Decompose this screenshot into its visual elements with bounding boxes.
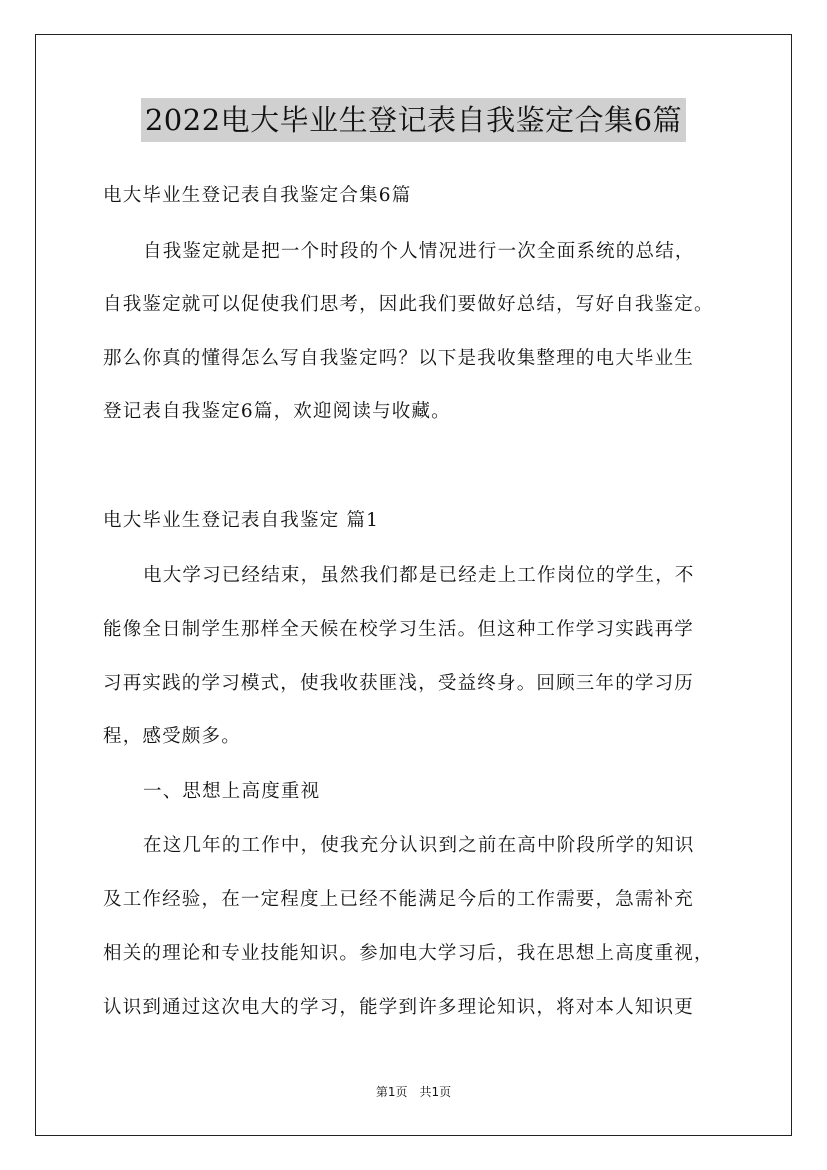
paragraph-line: 在这几年的工作中，使我充分认识到之前在高中阶段所学的知识 [143, 835, 695, 856]
paragraph-line: 电大学习已经结束，虽然我们都是已经走上工作岗位的学生，不 [143, 565, 695, 586]
intro-line: 那么你真的懂得怎么写自我鉴定吗？以下是我收集整理的电大毕业生 [103, 348, 695, 369]
document-title: 2022电大毕业生登记表自我鉴定合集6篇 [141, 98, 686, 142]
title-area [0, 98, 827, 142]
page-number: 第1页 [375, 1085, 408, 1099]
page-total: 共1页 [419, 1085, 452, 1099]
paragraph-line: 习再实践的学习模式，使我收获匪浅，受益终身。回顾三年的学习历 [103, 673, 695, 694]
intro-line: 登记表自我鉴定6篇，欢迎阅读与收藏。 [103, 401, 451, 422]
page-footer [0, 1083, 827, 1100]
paragraph-line: 认识到通过这次电大的学习，能学到许多理论知识，将对本人知识更 [103, 997, 695, 1018]
document-subtitle: 电大毕业生登记表自我鉴定合集6篇 [103, 185, 412, 206]
paragraph-line: 及工作经验，在一定程度上已经不能满足今后的工作需要，急需补充 [103, 889, 695, 910]
paragraph-line: 能像全日制学生那样全天候在校学习生活。但这种工作学习实践再学 [103, 619, 695, 640]
section-heading: 电大毕业生登记表自我鉴定 篇1 [103, 510, 380, 531]
paragraph-line: 相关的理论和专业技能知识。参加电大学习后，我在思想上高度重视， [103, 943, 714, 964]
intro-line: 自我鉴定就是把一个时段的个人情况进行一次全面系统的总结， [143, 241, 695, 262]
intro-line: 自我鉴定就可以促使我们思考，因此我们要做好总结，写好自我鉴定。 [103, 294, 714, 315]
paragraph-line: 程，感受颇多。 [103, 726, 241, 747]
subheading: 一、思想上高度重视 [143, 781, 321, 802]
